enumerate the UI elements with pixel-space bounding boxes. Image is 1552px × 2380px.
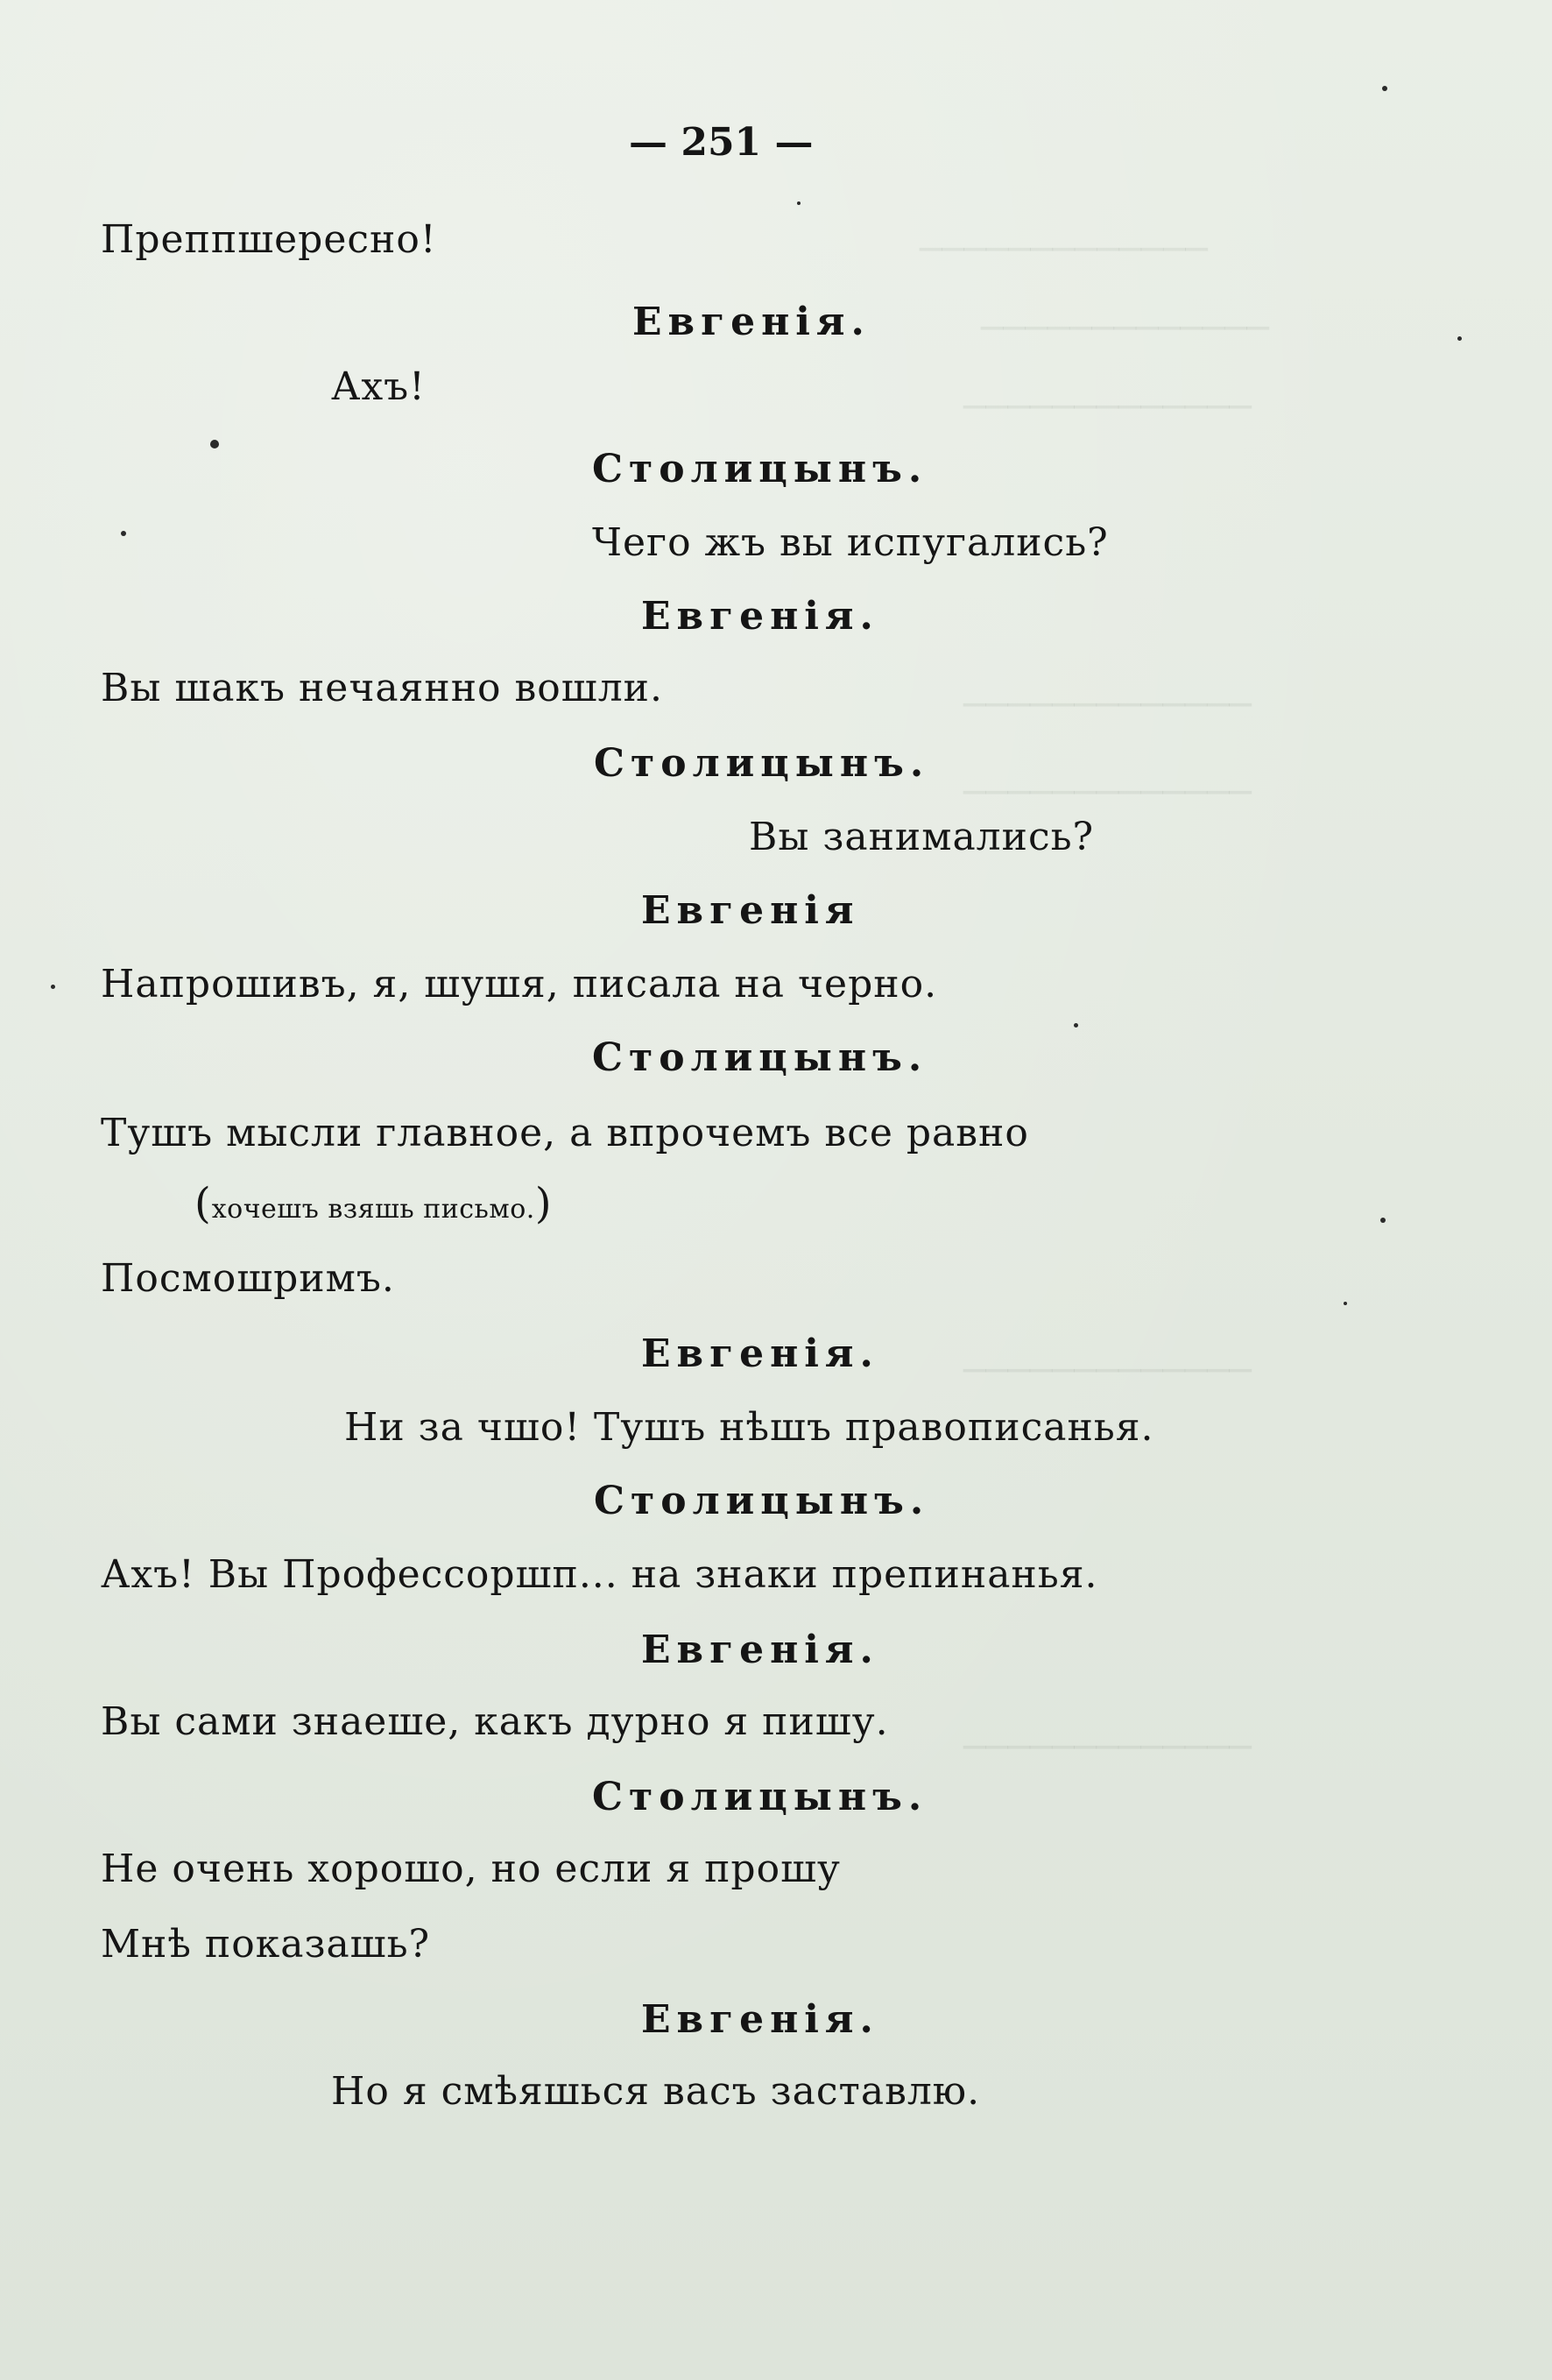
- verse-line: Ни за чшо! Тушъ нѣшъ правописанья.: [344, 1405, 1154, 1450]
- verse-line: Ахъ! Вы Профессоршп... на знаки препинанья.: [101, 1552, 1098, 1597]
- speaker-name: Столицынъ.: [592, 1775, 928, 1819]
- page-number-dash-right: —: [761, 120, 814, 165]
- verse-line: Вы сами знаеше, какъ дурно я пишу.: [101, 1699, 889, 1744]
- verse-line: Не очень хорошо, но если я прошу: [101, 1847, 841, 1891]
- page-number-value: 251: [681, 120, 762, 165]
- stage-direction-close-paren: ): [534, 1179, 553, 1228]
- ink-speck: [797, 201, 801, 205]
- speaker-name: Евгенія.: [641, 594, 879, 639]
- show-through-text: ─────────────: [963, 385, 1252, 428]
- speaker-name: Столицынъ.: [592, 447, 928, 491]
- ink-speck: [210, 440, 219, 448]
- speaker-name: Евгенія.: [641, 1628, 879, 1672]
- verse-line: Мнѣ показашь?: [101, 1922, 431, 1967]
- verse-line: Ахъ!: [331, 364, 426, 409]
- ink-speck: [51, 985, 55, 989]
- speaker-name: Евгенія: [641, 888, 860, 933]
- verse-line: Но я смѣяшься васъ заставлю.: [331, 2069, 981, 2114]
- verse-line: Преппшересно!: [101, 217, 437, 262]
- ink-speck: [1382, 86, 1387, 91]
- verse-line: Тушъ мысли главное, а впрочемъ все равно: [101, 1111, 1029, 1155]
- show-through-text: ─────────────: [963, 683, 1252, 726]
- speaker-name: Евгенія.: [632, 300, 871, 344]
- ink-speck: [1074, 1023, 1078, 1028]
- show-through-text: ─────────────: [963, 771, 1252, 814]
- speaker-name: Столицынъ.: [594, 741, 930, 786]
- ink-speck: [1457, 336, 1462, 341]
- ink-speck: [1380, 1218, 1386, 1223]
- verse-line: Напрошивъ, я, шушя, писала на черно.: [101, 962, 938, 1006]
- speaker-name: Столицынъ.: [594, 1479, 930, 1523]
- verse-line: Вы занимались?: [749, 815, 1095, 859]
- ink-speck: [1344, 1302, 1347, 1305]
- page-number: [629, 120, 814, 165]
- show-through-text: ─────────────: [981, 307, 1269, 350]
- verse-line: Посмошримъ.: [101, 1256, 395, 1301]
- verse-line: Чего жъ вы испугались?: [592, 520, 1109, 565]
- speaker-name: Евгенія.: [641, 1331, 879, 1376]
- verse-line: Вы шакъ нечаянно вошли.: [101, 666, 663, 710]
- stage-direction: [194, 1179, 553, 1228]
- page-number-dash-left: —: [629, 120, 681, 165]
- show-through-text: ─────────────: [963, 1349, 1252, 1392]
- speaker-name: Евгенія.: [641, 1997, 879, 2042]
- ink-speck: [121, 531, 126, 536]
- show-through-text: ─────────────: [920, 228, 1208, 271]
- stage-direction-text: хочешъ взяшь письмо.: [211, 1194, 535, 1225]
- stage-direction-open-paren: (: [194, 1179, 212, 1228]
- speaker-name: Столицынъ.: [592, 1035, 928, 1080]
- show-through-text: ─────────────: [963, 1726, 1252, 1769]
